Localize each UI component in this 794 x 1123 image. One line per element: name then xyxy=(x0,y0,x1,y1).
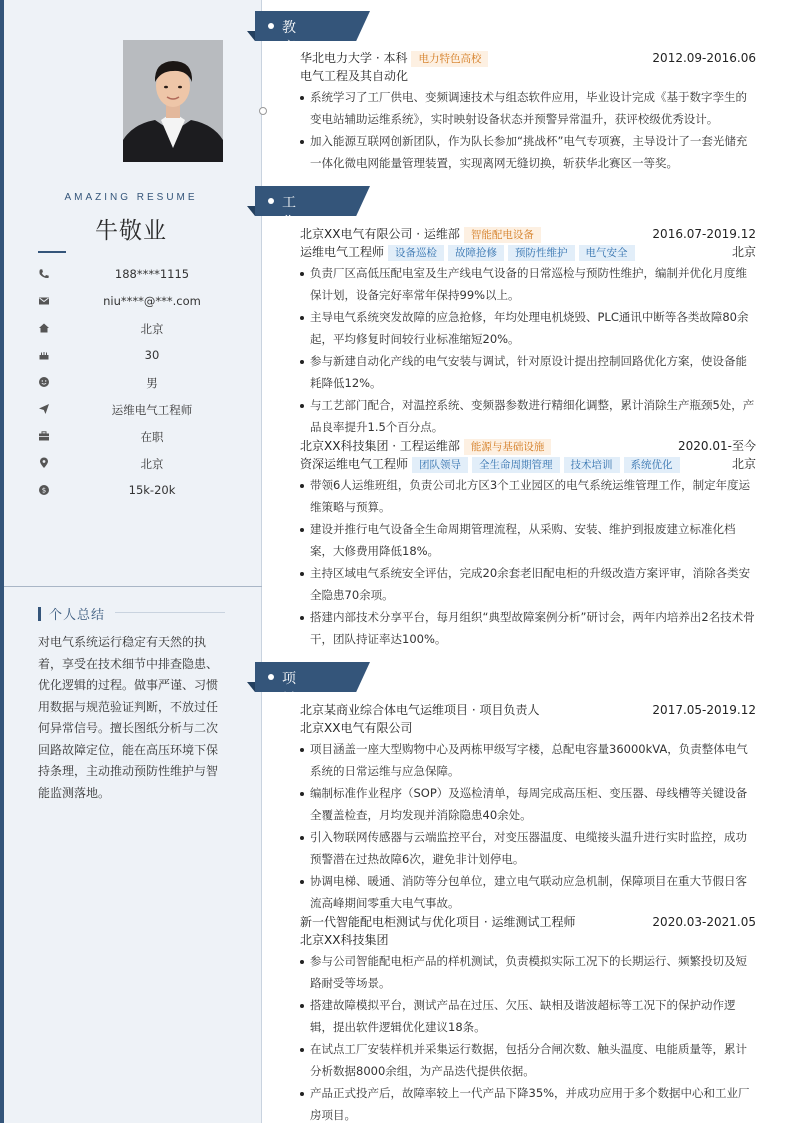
education-bullets xyxy=(300,87,756,174)
skill-tag: 系统优化 xyxy=(624,457,680,473)
project-company-row xyxy=(300,931,756,949)
work-date: 2020.01-至今 xyxy=(678,439,756,453)
ribbon-dot xyxy=(268,23,274,29)
work-location: 北京 xyxy=(731,245,756,259)
list-item: 参与新建自动化产线的电气安装与调试，针对原设计提出控制回路优化方案，使设备能耗降低12%。 xyxy=(300,351,756,394)
list-item: 产品正式投产后，故障率较上一代产品下降35%，并成功应用于多个数据中心和工业厂房项目。 xyxy=(300,1083,756,1123)
info-target-position xyxy=(0,397,262,424)
summary-heading-rule xyxy=(115,612,225,613)
work-entry-2 xyxy=(300,437,756,651)
skill-tag: 全生命周期管理 xyxy=(472,457,560,473)
portrait-image xyxy=(123,40,223,162)
project-company: 北京XX电气有限公司 xyxy=(300,721,413,735)
list-item: 带领6人运维班组，负责公司北方区3个工业园区的电气系统运维管理工作，制定年度运维策略与预算。 xyxy=(300,475,756,518)
project-entry-1 xyxy=(300,701,756,915)
position-title: 运维电气工程师 xyxy=(300,245,385,259)
resume-tagline: AMAZING RESUME xyxy=(64,192,198,203)
ribbon-dot xyxy=(268,674,274,680)
info-status xyxy=(0,424,262,451)
list-item: 搭建内部技术分享平台，每月组织“典型故障案例分析”研讨会，两年内培养出2名技术骨干，团队持证率达100%。 xyxy=(300,607,756,650)
ribbon-dot xyxy=(268,198,274,204)
project-bullets xyxy=(300,951,756,1123)
project-date: 2017.05-2019.12 xyxy=(652,703,756,717)
list-item: 主持区域电气系统安全评估，完成20余套老旧配电柜的升级改造方案评审，消除各类安全隐患70余项。 xyxy=(300,563,756,606)
section-title-projects: 项目经历 xyxy=(282,671,297,747)
project-bullets xyxy=(300,739,756,914)
salary-value: 15k-20k xyxy=(128,483,176,497)
age-value: 30 xyxy=(144,348,160,362)
company-name: 北京XX科技集团 · 工程运维部 xyxy=(300,439,460,453)
summary-heading xyxy=(38,604,105,623)
city-value: 北京 xyxy=(140,322,164,336)
info-salary xyxy=(0,478,262,505)
list-item: 系统学习了工厂供电、变频调速技术与组态软件应用，毕业设计完成《基于数字孪生的变电站辅助运维系统》，实时映射设备状态并预警异常温升，获评校级优秀设计。 xyxy=(300,87,756,130)
work-position-row xyxy=(300,455,756,473)
email-value: niu****@***.com xyxy=(103,294,201,308)
project-entry-2 xyxy=(300,913,756,1123)
project-name: 新一代智能配电柜测试与优化项目 · 运维测试工程师 xyxy=(300,915,576,929)
project-company-row xyxy=(300,719,756,737)
email-icon xyxy=(38,295,50,307)
work-bullets xyxy=(300,263,756,438)
work-position-row xyxy=(300,243,756,261)
location-value: 北京 xyxy=(140,457,164,471)
candidate-name: 牛敬业 xyxy=(95,218,167,244)
company-tag: 智能配电设备 xyxy=(464,227,541,243)
list-item: 参与公司智能配电柜产品的样机测试，负责模拟实际工况下的长期运行、频繁投切及短路耐受等场景。 xyxy=(300,951,756,994)
section-title-education: 教育经历 xyxy=(282,20,297,96)
target-position-value: 运维电气工程师 xyxy=(111,403,193,417)
list-item: 项目涵盖一座大型购物中心及两栋甲级写字楼，总配电容量36000kVA，负责整体电气系统的日常运维与应急保障。 xyxy=(300,739,756,782)
list-item: 编制标准作业程序（SOP）及巡检清单，每周完成高压柜、变压器、母线槽等关键设备全覆盖检查，月均发现并消除隐患40余处。 xyxy=(300,783,756,826)
list-item: 负责厂区高低压配电室及生产线电气设备的日常巡检与预防性维护，编制并优化月度维保计划，设备完好率常年保持99%以上。 xyxy=(300,263,756,306)
summary-text: 对电气系统运行稳定有天然的执着，享受在技术细节中排查隐患、优化逻辑的过程。做事严谨、习惯用数据与规范验证判断，不放过任何异常信号。擅长图纸分析与二次回路故障定位，能在高压环境下保持条理，主动推动预防性维护与智能监测落地。 xyxy=(38,635,219,800)
phone-value: 188****1115 xyxy=(114,267,190,281)
project-name: 北京某商业综合体电气运维项目 · 项目负责人 xyxy=(300,703,540,717)
home-icon xyxy=(38,322,50,334)
position-title: 资深运维电气工程师 xyxy=(300,457,409,471)
briefcase-icon xyxy=(38,430,50,442)
svg-text:$: $ xyxy=(41,486,47,495)
company-name: 北京XX电气有限公司 · 运维部 xyxy=(300,227,460,241)
list-item: 协调电梯、暖通、消防等分包单位，建立电气联动应急机制，保障项目在重大节假日客流高峰期间零重大电气事故。 xyxy=(300,871,756,914)
status-value: 在职 xyxy=(140,430,164,444)
skill-tag: 技术培训 xyxy=(564,457,620,473)
cake-icon xyxy=(38,349,50,361)
project-date: 2020.03-2021.05 xyxy=(652,915,756,929)
skill-tag: 预防性维护 xyxy=(508,245,575,261)
major: 电气工程及其自动化 xyxy=(300,69,409,83)
gender-value: 男 xyxy=(146,376,158,390)
list-item: 主导电气系统突发故障的应急抢修，年均处理电机烧毁、PLC通讯中断等各类故障80余起，平均修复时间较行业标准缩短20%。 xyxy=(300,307,756,350)
ribbon-fold xyxy=(247,682,255,692)
info-phone xyxy=(0,262,262,289)
skill-tag: 团队领导 xyxy=(412,457,468,473)
sidebar-edge xyxy=(0,0,4,1123)
info-list xyxy=(0,262,262,505)
project-company: 北京XX科技集团 xyxy=(300,933,389,947)
info-gender xyxy=(0,370,262,397)
list-item: 引入物联网传感器与云端监控平台，对变压器温度、电缆接头温升进行实时监控，成功预警潜在过热故障6次，避免非计划停电。 xyxy=(300,827,756,870)
name-underline xyxy=(38,251,66,253)
smile-icon xyxy=(38,376,50,388)
company-tag: 能源与基础设施 xyxy=(464,439,552,455)
skill-tag: 电气安全 xyxy=(579,245,635,261)
ribbon-fold xyxy=(247,206,255,216)
list-item: 与工艺部门配合，对温控系统、变频器参数进行精细化调整，累计消除生产瓶颈5处，产品良率提升1.5个百分点。 xyxy=(300,395,756,438)
info-age xyxy=(0,343,262,370)
list-item: 加入能源互联网创新团队，作为队长参加“挑战杯”电气专项赛，主导设计了一套光储充一体化微电网能量管理装置，实现离网无缝切换，斩获华北赛区一等奖。 xyxy=(300,131,756,174)
project-header-row xyxy=(300,701,756,719)
phone-icon xyxy=(38,268,50,280)
info-email xyxy=(0,289,262,316)
education-major-row xyxy=(300,67,756,85)
sidebar-divider xyxy=(4,586,262,587)
skill-tag: 故障抢修 xyxy=(448,245,504,261)
skill-tag: 设备巡检 xyxy=(388,245,444,261)
work-bullets xyxy=(300,475,756,650)
project-header-row xyxy=(300,913,756,931)
sidebar xyxy=(0,0,262,1123)
list-item: 建设并推行电气设备全生命周期管理流程，从采购、安装、维护到报废建立标准化档案，大修费用降低18%。 xyxy=(300,519,756,562)
list-item: 搭建故障模拟平台，测试产品在过压、欠压、缺相及谐波超标等工况下的保护动作逻辑，提出软件逻辑优化建议18条。 xyxy=(300,995,756,1038)
work-header-row xyxy=(300,437,756,455)
school-tag: 电力特色高校 xyxy=(411,51,488,67)
section-title-work: 工作经历 xyxy=(282,195,297,271)
profile-photo xyxy=(123,40,223,162)
school-name: 华北电力大学 · 本科 xyxy=(300,51,408,65)
summary-heading-bar xyxy=(38,607,41,621)
work-entry-1 xyxy=(300,225,756,439)
education-entry xyxy=(300,49,756,175)
paper-plane-icon xyxy=(38,403,50,415)
list-item: 在试点工厂安装样机并采集运行数据，包括分合闸次数、触头温度、电能质量等，累计分析数据8000余组，为产品迭代提供依据。 xyxy=(300,1039,756,1082)
work-location: 北京 xyxy=(731,457,756,471)
education-header-row xyxy=(300,49,756,67)
main-content xyxy=(262,0,794,1123)
info-location xyxy=(0,451,262,478)
info-city xyxy=(0,316,262,343)
work-date: 2016.07-2019.12 xyxy=(652,227,756,241)
ribbon-fold xyxy=(247,31,255,41)
work-header-row xyxy=(300,225,756,243)
location-pin-icon xyxy=(38,457,50,469)
summary-heading-text: 个人总结 xyxy=(49,608,106,623)
education-date: 2012.09-2016.06 xyxy=(652,51,756,65)
money-icon xyxy=(38,484,50,496)
